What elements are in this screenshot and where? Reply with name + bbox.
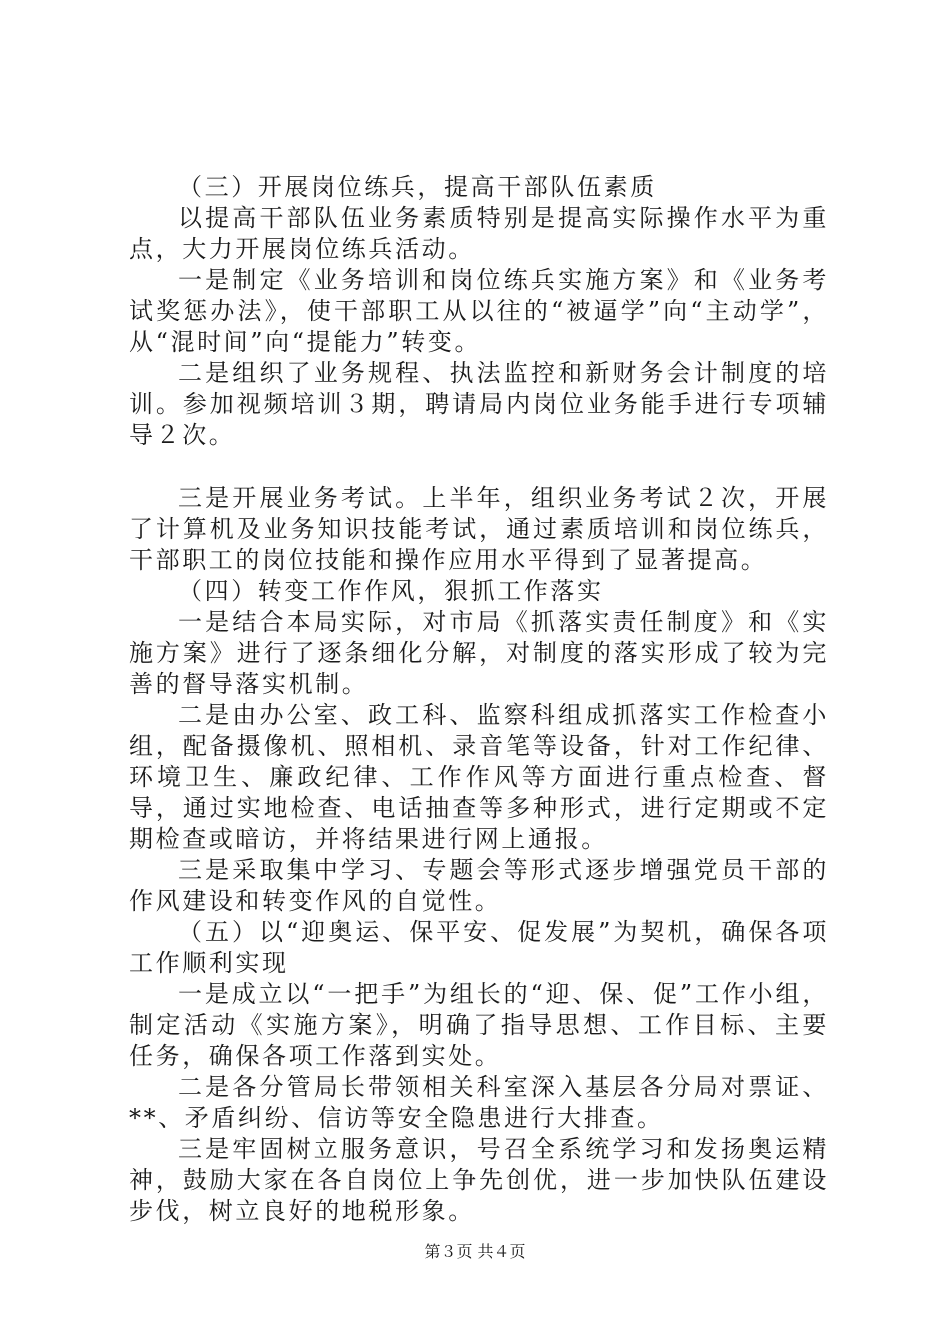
section-heading-5: （五）以“迎奥运、保平安、促发展”为契机，确保各项工作顺利实现 bbox=[129, 918, 829, 977]
paragraph: 一是成立以“一把手”为组长的“迎、保、促”工作小组，制定活动《实施方案》，明确了指导思想、工作目标、主要任务，确保各项工作落到实处。 bbox=[129, 980, 829, 1070]
paragraph: 以提高干部队伍业务素质特别是提高实际操作水平为重点，大力开展岗位练兵活动。 bbox=[129, 204, 829, 263]
paragraph: 三是牢固树立服务意识，号召全系统学习和发扬奥运精神，鼓励大家在各自岗位上争先创优，进一步加快队伍建设步伐，树立良好的地税形象。 bbox=[129, 1135, 829, 1225]
document-body bbox=[129, 172, 829, 1227]
paragraph: 二是由办公室、政工科、监察科组成抓落实工作检查小组，配备摄像机、照相机、录音笔等设备，针对工作纪律、环境卫生、廉政纪律、工作作风等方面进行重点检查、督导，通过实地检查、电话抽查等多种形式，进行定期或不定期检查或暗访，并将结果进行网上通报。 bbox=[129, 701, 829, 853]
section-heading-3: （三）开展岗位练兵，提高干部队伍素质 bbox=[178, 173, 657, 201]
paragraph: 二是组织了业务规程、执法监控和新财务会计制度的培训。参加视频培训３期，聘请局内岗位业务能手进行专项辅导２次。 bbox=[129, 359, 829, 449]
paragraph: 三是开展业务考试。上半年，组织业务考试２次，开展了计算机及业务知识技能考试，通过素质培训和岗位练兵，干部职工的岗位技能和操作应用水平得到了显著提高。 bbox=[129, 484, 829, 574]
section-heading-4: （四）转变工作作风，狠抓工作落实 bbox=[178, 577, 604, 605]
paragraph: 一是制定《业务培训和岗位练兵实施方案》和《业务考试奖惩办法》，使干部职工从以往的“被逼学”向“主动学”，从“混时间”向“提能力”转变。 bbox=[129, 266, 829, 356]
paragraph: 二是各分管局长带领相关科室深入基层各分局对票证、**、矛盾纠纷、信访等安全隐患进行大排查。 bbox=[129, 1073, 829, 1132]
paragraph: 一是结合本局实际，对市局《抓落实责任制度》和《实施方案》进行了逐条细化分解，对制度的落实形成了较为完善的督导落实机制。 bbox=[129, 608, 829, 698]
page-number-footer: 第３页 共４页 bbox=[424, 1242, 526, 1261]
paragraph: 三是采取集中学习、专题会等形式逐步增强党员干部的作风建设和转变作风的自觉性。 bbox=[129, 856, 829, 915]
